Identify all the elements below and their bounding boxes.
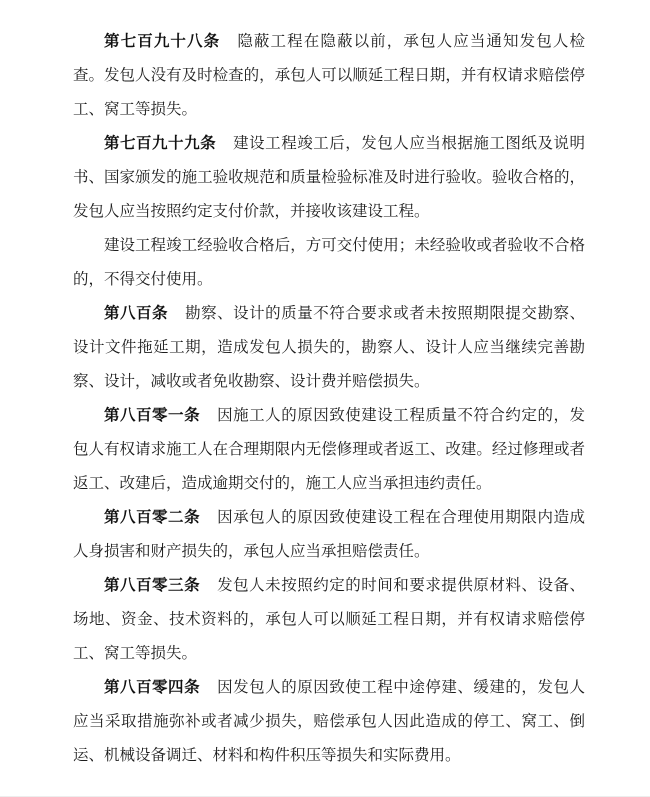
article-799-continuation-text: 建设工程竣工经验收合格后，方可交付使用；未经验收或者验收不合格的，不得交付使用。 <box>73 236 585 288</box>
article-804-text: 因发包人的原因致使工程中途停建、缓建的，发包人应当采取措施弥补或者减少损失，赔偿承包人因此造成的停工、窝工、倒运、机械设备调迁、材料和构件积压等损失和实际费用。 <box>73 678 585 764</box>
article-803-text: 发包人未按照约定的时间和要求提供原材料、设备、场地、资金、技术资料的，承包人可以顺延工程日期，并有权请求赔偿停工、窝工等损失。 <box>73 576 585 662</box>
article-799-number: 第七百九十九条 <box>104 133 217 152</box>
article-799-continuation-paragraph <box>73 228 585 296</box>
article-803-number: 第八百零三条 <box>104 575 201 594</box>
article-802-paragraph <box>73 500 585 568</box>
article-801-number: 第八百零一条 <box>104 405 201 424</box>
article-802-text: 因承包人的原因致使建设工程在合理使用期限内造成人身损害和财产损失的，承包人应当承担赔偿责任。 <box>73 508 585 560</box>
article-798-number: 第七百九十八条 <box>104 31 221 50</box>
article-803-paragraph <box>73 568 585 670</box>
article-800-text: 勘察、设计的质量不符合要求或者未按照期限提交勘察、设计文件拖延工期，造成发包人损失的，勘察人、设计人应当继续完善勘察、设计，减收或者免收勘察、设计费并赔偿损失。 <box>73 304 585 390</box>
article-802-number: 第八百零二条 <box>104 507 201 526</box>
article-804-paragraph <box>73 670 585 772</box>
article-801-paragraph <box>73 398 585 500</box>
article-798-paragraph <box>73 24 585 126</box>
article-799-text: 建设工程竣工后，发包人应当根据施工图纸及说明书、国家颁发的施工验收规范和质量检验标准及时进行验收。验收合格的，发包人应当按照约定支付价款，并接收该建设工程。 <box>73 134 585 220</box>
article-798-text: 隐蔽工程在隐蔽以前，承包人应当通知发包人检查。发包人没有及时检查的，承包人可以顺延工程日期，并有权请求赔偿停工、窝工等损失。 <box>73 32 585 118</box>
article-800-paragraph <box>73 296 585 398</box>
article-801-text: 因施工人的原因致使建设工程质量不符合约定的，发包人有权请求施工人在合理期限内无偿修理或者返工、改建。经过修理或者返工、改建后，造成逾期交付的，施工人应当承担违约责任。 <box>73 406 585 492</box>
article-799-paragraph <box>73 126 585 228</box>
article-800-number: 第八百条 <box>104 303 169 322</box>
article-804-number: 第八百零四条 <box>104 677 201 696</box>
